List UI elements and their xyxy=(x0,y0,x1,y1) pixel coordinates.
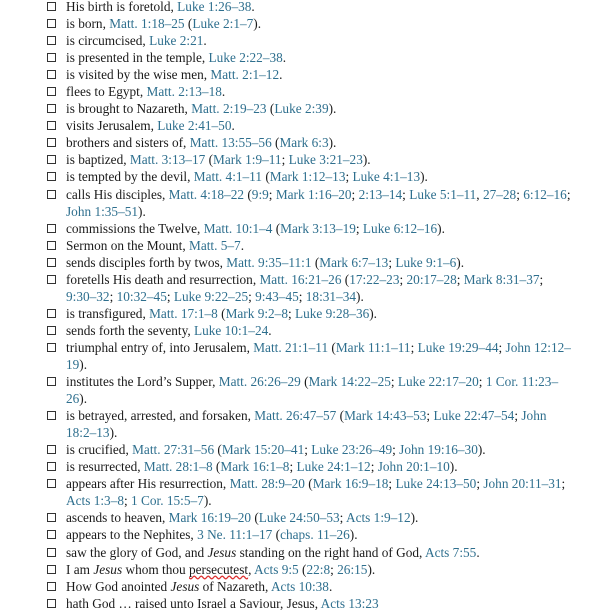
checkbox-icon[interactable] xyxy=(47,155,56,164)
entry-text: ). xyxy=(362,152,371,168)
checkbox-icon[interactable] xyxy=(47,479,56,488)
checkbox-icon[interactable] xyxy=(47,19,56,28)
entry-text: hath God … raised unto Israel a Saviour, Jesus, xyxy=(66,595,321,611)
entry-text: sends forth the seventy, xyxy=(66,322,195,338)
scripture-link[interactable]: Matt. 28:9–20 xyxy=(229,476,305,492)
list-item xyxy=(0,441,600,458)
scripture-link[interactable]: Matt. 5–7 xyxy=(189,237,241,253)
scripture-link[interactable]: Luke 4:1–13 xyxy=(352,169,421,185)
checkbox-icon[interactable] xyxy=(47,241,56,250)
entry-text: ; xyxy=(281,152,289,168)
scripture-link[interactable]: Matt. 9:35–11:1 xyxy=(226,254,312,270)
entry-text: is visited by the wise men, xyxy=(66,67,211,83)
list-item xyxy=(0,271,600,305)
entry-text: standing on the right hand of God, xyxy=(236,544,425,560)
scripture-link[interactable]: John 18:2–13 xyxy=(66,408,547,441)
entry-text: ). xyxy=(109,425,118,441)
entry-text: ). xyxy=(356,288,364,304)
scripture-link[interactable]: Luke 2:39 xyxy=(274,101,329,117)
entry-text: ; xyxy=(478,374,486,390)
list-item xyxy=(0,254,600,271)
entry-text: ). xyxy=(420,169,428,185)
entry-text: ( xyxy=(212,459,221,475)
scripture-link[interactable]: Mark 16:9–18 xyxy=(312,476,389,492)
entry-text: . xyxy=(203,33,207,49)
scripture-link[interactable]: 22:8 xyxy=(306,561,331,577)
scripture-link[interactable]: Luke 5:1–11 xyxy=(409,186,477,202)
scripture-link[interactable]: John 20:11–31 xyxy=(483,476,562,492)
scripture-link[interactable]: Mark 6:7–13 xyxy=(319,254,389,270)
entry-text: ( xyxy=(251,510,259,526)
entry-text: foretells His death and resurrection, xyxy=(66,271,260,287)
list-item xyxy=(0,49,600,66)
entry-text: ; xyxy=(456,271,464,287)
list-item xyxy=(0,407,600,441)
entry-text: appears to the Nephites, xyxy=(66,527,198,543)
entry-text: ( xyxy=(271,135,280,151)
checkbox-icon[interactable] xyxy=(47,87,56,96)
entry-text: ; xyxy=(351,186,359,202)
scripture-link[interactable]: Acts 7:55 xyxy=(424,544,477,560)
list-item xyxy=(0,220,600,237)
scripture-link[interactable]: Acts 13:23 xyxy=(320,595,379,611)
checkbox-icon[interactable] xyxy=(47,70,56,79)
entry-text: ; xyxy=(402,186,410,202)
scripture-link[interactable]: Matt. 2:19–23 xyxy=(191,101,267,117)
scripture-link[interactable]: Matt. 1:18–25 xyxy=(109,16,185,32)
entry-text: ). xyxy=(203,493,212,509)
scripture-link[interactable]: Luke 2:22–38 xyxy=(208,50,283,66)
list-item xyxy=(0,237,600,254)
scripture-link[interactable]: Luke 2:21 xyxy=(149,33,204,49)
entry-text: . xyxy=(282,50,287,66)
scripture-link[interactable]: Mark 14:22–25 xyxy=(308,374,391,390)
entry-text: whom thou xyxy=(122,561,189,577)
entry-text: ; xyxy=(516,186,524,202)
scripture-link[interactable]: John 1:35–51 xyxy=(66,203,139,219)
entry-text: visits Jerusalem, xyxy=(66,118,158,134)
entry-text: ). xyxy=(369,305,378,321)
scripture-link[interactable]: Matt. 27:31–56 xyxy=(132,442,215,458)
entry-text: ( xyxy=(184,16,193,32)
entry-text: ( xyxy=(272,527,281,543)
checkbox-icon[interactable] xyxy=(47,326,56,335)
entry-text: is crucified, xyxy=(66,442,133,458)
scripture-link[interactable]: Acts 1:3–8 xyxy=(66,493,124,509)
entry-text: commissions the Twelve, xyxy=(66,220,204,236)
scripture-link[interactable]: Matt. 4:18–22 xyxy=(168,186,245,202)
entry-text: ). xyxy=(456,254,465,270)
entry-text: ( xyxy=(262,169,270,185)
entry-text: sends disciples forth by twos, xyxy=(66,254,227,270)
checkbox-icon[interactable] xyxy=(47,411,56,420)
entry-text: . xyxy=(268,322,272,338)
checkbox-icon[interactable] xyxy=(47,513,56,522)
scripture-link[interactable]: Mark 1:16–20 xyxy=(275,186,352,202)
list-item xyxy=(0,595,600,612)
scripture-link[interactable]: 20:17–28 xyxy=(406,271,457,287)
list-item xyxy=(0,544,600,561)
entry-text: ( xyxy=(205,152,214,168)
scripture-link[interactable]: Luke 9:28–36 xyxy=(295,305,370,321)
scripture-link[interactable]: Mark 15:20–41 xyxy=(221,442,305,458)
scripture-link[interactable]: Mark 3:13–19 xyxy=(280,220,356,236)
scripture-link[interactable]: Luke 22:17–20 xyxy=(397,374,479,390)
checkbox-icon[interactable] xyxy=(47,53,56,62)
entry-text: ( xyxy=(272,220,281,236)
checkbox-icon[interactable] xyxy=(47,462,56,471)
checkbox-icon[interactable] xyxy=(47,104,56,113)
entry-text: triumphal entry of, into Jerusalem, xyxy=(66,339,254,355)
scripture-link[interactable]: Matt. 26:47–57 xyxy=(254,408,337,424)
scripture-link[interactable]: Acts 1:9–12 xyxy=(345,510,411,526)
scripture-link[interactable]: 6:12–16 xyxy=(523,186,567,202)
entry-text: . xyxy=(240,237,245,253)
entry-text: ( xyxy=(328,339,336,355)
entry-text: is betrayed, arrested, and forsaken, xyxy=(66,408,255,424)
list-item xyxy=(0,561,600,578)
entry-text: ). xyxy=(79,391,88,407)
scripture-link[interactable]: Matt. 28:1–8 xyxy=(143,459,213,475)
scripture-link[interactable]: Mark 11:1–11 xyxy=(335,339,411,355)
italic-text: Jesus xyxy=(207,544,237,560)
entry-text: His birth is foretold, xyxy=(66,0,178,14)
entry-text: ; xyxy=(304,442,312,458)
entry-text: . xyxy=(251,0,255,14)
list-item xyxy=(0,373,600,407)
entry-text: ; xyxy=(561,476,566,492)
scripture-link[interactable]: 18:31–34 xyxy=(305,288,357,304)
scripture-link[interactable]: Matt. 13:55–56 xyxy=(189,135,272,151)
entry-text: ; xyxy=(124,493,132,509)
entry-text: ; xyxy=(392,442,400,458)
entry-text: ). xyxy=(79,356,88,372)
scripture-link[interactable]: Luke 24:50–53 xyxy=(258,510,340,526)
checkbox-icon[interactable] xyxy=(47,530,56,539)
list-item xyxy=(0,578,600,595)
entry-text: ( xyxy=(217,305,226,321)
list-item xyxy=(0,151,600,168)
entry-text: is tempted by the devil, xyxy=(66,169,194,185)
entry-text: ; xyxy=(339,510,346,526)
list-item xyxy=(0,15,600,32)
entry-text: . xyxy=(279,67,283,83)
list-item xyxy=(0,134,600,151)
list-item xyxy=(0,32,600,49)
entry-text: ; xyxy=(426,408,434,424)
scripture-link[interactable]: 3 Ne. 11:1–17 xyxy=(197,527,273,543)
scripture-link[interactable]: John 19:16–30 xyxy=(399,442,478,458)
checkbox-icon[interactable] xyxy=(47,138,56,147)
checkbox-icon[interactable] xyxy=(47,343,56,352)
checkbox-icon[interactable] xyxy=(47,258,56,267)
entry-text: ; xyxy=(289,459,297,475)
scripture-link[interactable]: Matt. 4:1–11 xyxy=(193,169,262,185)
entry-text: ). xyxy=(367,561,376,577)
scripture-link[interactable]: 9:9 xyxy=(251,186,269,202)
list-item xyxy=(0,117,600,134)
checkbox-icon[interactable] xyxy=(47,377,56,386)
scripture-link[interactable]: Mark 6:3 xyxy=(279,135,329,151)
scripture-link[interactable]: Mark 1:9–11 xyxy=(213,152,282,168)
entry-text: ; xyxy=(109,288,117,304)
list-item xyxy=(0,322,600,339)
scripture-link[interactable]: Matt. 2:1–12 xyxy=(210,67,280,83)
list-item xyxy=(0,83,600,100)
scripture-link[interactable]: 26:15 xyxy=(337,561,368,577)
scripture-link[interactable]: Luke 2:1–7 xyxy=(192,16,254,32)
entry-text: ( xyxy=(244,186,252,202)
scripture-link[interactable]: Luke 23:26–49 xyxy=(311,442,393,458)
list-item xyxy=(0,458,600,475)
checkbox-icon[interactable] xyxy=(47,565,56,574)
entry-text: ( xyxy=(214,442,222,458)
entry-text: ; xyxy=(514,408,522,424)
entry-text: ; xyxy=(355,220,363,236)
checkbox-icon[interactable] xyxy=(47,548,56,557)
spellcheck-flagged-text: persecutest xyxy=(189,561,249,577)
scripture-link[interactable]: Luke 9:22–25 xyxy=(173,288,249,304)
entry-text: I am xyxy=(66,561,94,577)
scripture-link[interactable]: Acts 10:38 xyxy=(270,578,329,594)
scripture-link[interactable]: Mark 14:43–53 xyxy=(344,408,427,424)
entry-text: is circumcised, xyxy=(66,33,150,49)
list-item xyxy=(0,526,600,543)
entry-text: How God anointed xyxy=(66,578,171,594)
entry-text: ). xyxy=(410,510,419,526)
entry-text: ). xyxy=(138,203,146,219)
scripture-link[interactable]: 1 Cor. 11:23–26 xyxy=(66,374,559,407)
entry-text: ; xyxy=(345,169,353,185)
scripture-link[interactable]: John 20:1–10 xyxy=(377,459,450,475)
list-item xyxy=(0,186,600,220)
list-item xyxy=(0,339,600,373)
checkbox-icon[interactable] xyxy=(47,172,56,181)
entry-text: saw the glory of God, and xyxy=(66,544,208,560)
entry-text: ( xyxy=(311,254,320,270)
scripture-link[interactable]: Matt. 17:1–8 xyxy=(149,305,218,321)
scripture-link[interactable]: 10:32–45 xyxy=(116,288,167,304)
scripture-link[interactable]: 9:43–45 xyxy=(255,288,299,304)
entry-text: ). xyxy=(328,135,337,151)
entry-text: ; xyxy=(410,339,418,355)
scripture-link[interactable]: Matt. 2:13–18 xyxy=(146,84,222,100)
scripture-link[interactable]: John 12:12–19 xyxy=(66,339,571,372)
checkbox-icon[interactable] xyxy=(47,2,56,11)
entry-text: ). xyxy=(437,220,445,236)
entry-text: is baptized, xyxy=(66,152,130,168)
entry-text: brothers and sisters of, xyxy=(66,135,190,151)
scripture-link[interactable]: Mark 16:19–20 xyxy=(168,510,252,526)
scripture-link[interactable]: Luke 24:13–50 xyxy=(395,476,477,492)
entry-text: ; xyxy=(388,476,396,492)
scripture-link[interactable]: Luke 10:1–24 xyxy=(194,322,269,338)
scripture-link[interactable]: Matt. 3:13–17 xyxy=(129,152,206,168)
scripture-link[interactable]: Mark 1:12–13 xyxy=(269,169,346,185)
entry-text: appears after His resurrection, xyxy=(66,476,230,492)
entry-text: ). xyxy=(328,101,337,117)
scripture-link[interactable]: Acts 9:5 xyxy=(254,561,299,577)
entry-text: ; xyxy=(268,186,276,202)
entry-text: ). xyxy=(253,16,262,32)
scripture-link[interactable]: 27–28 xyxy=(482,186,517,202)
entry-text: ( xyxy=(336,408,345,424)
entry-text: flees to Egypt, xyxy=(66,84,147,100)
scripture-link[interactable]: Matt. 16:21–26 xyxy=(259,271,342,287)
entry-text: ( xyxy=(298,561,307,577)
entry-text: ; xyxy=(166,288,174,304)
scripture-link[interactable]: Luke 19:29–44 xyxy=(417,339,499,355)
list-item xyxy=(0,66,600,83)
checkbox-icon[interactable] xyxy=(47,224,56,233)
entry-text: ; xyxy=(498,339,506,355)
entry-text: . xyxy=(328,578,333,594)
entry-text: ; xyxy=(566,186,571,202)
scripture-link[interactable]: 1 Cor. 15:5–7 xyxy=(131,493,204,509)
entry-text: ; xyxy=(390,374,398,390)
list-item xyxy=(0,168,600,185)
entry-text: ; xyxy=(248,288,256,304)
entry-text: ( xyxy=(341,271,350,287)
italic-text: Jesus xyxy=(170,578,200,594)
scripture-link[interactable]: 17:22–23 xyxy=(349,271,400,287)
entry-text: ; xyxy=(330,561,338,577)
entry-text: , xyxy=(248,561,254,577)
entry-text: Sermon on the Mount, xyxy=(66,237,189,253)
scripture-link[interactable]: chaps. 11–26 xyxy=(280,527,350,543)
entry-text: ; xyxy=(298,288,306,304)
entry-text: ( xyxy=(304,476,313,492)
checkbox-icon[interactable] xyxy=(47,36,56,45)
entry-text: ; xyxy=(399,271,407,287)
checkbox-icon[interactable] xyxy=(47,582,56,591)
entry-text: ). xyxy=(349,527,358,543)
entry-text: ; xyxy=(287,305,296,321)
entry-text: ; xyxy=(539,271,544,287)
entry-text: ; xyxy=(388,254,396,270)
list-item xyxy=(0,0,600,15)
entry-text: ; xyxy=(476,476,484,492)
italic-text: Jesus xyxy=(93,561,123,577)
scripture-link[interactable]: 2:13–14 xyxy=(358,186,403,202)
entry-text: . xyxy=(221,84,226,100)
entry-text: ascends to heaven, xyxy=(66,510,169,526)
checkbox-icon[interactable] xyxy=(47,190,56,199)
list-item xyxy=(0,475,600,509)
scripture-link[interactable]: Mark 16:1–8 xyxy=(220,459,290,475)
scripture-link[interactable]: Luke 3:21–23 xyxy=(288,152,363,168)
checkbox-icon[interactable] xyxy=(47,445,56,454)
entry-text: calls His disciples, xyxy=(66,186,169,202)
entry-text: ( xyxy=(266,101,275,117)
entry-text: is resurrected, xyxy=(66,459,144,475)
entry-text: institutes the Lord’s Supper, xyxy=(66,374,219,390)
scripture-link[interactable]: Luke 9:1–6 xyxy=(395,254,457,270)
entry-text: ; xyxy=(370,459,378,475)
scripture-link[interactable]: Luke 2:41–50 xyxy=(157,118,232,134)
scripture-link[interactable]: 9:30–32 xyxy=(66,288,110,304)
scripture-link[interactable]: Matt. 21:1–11 xyxy=(253,339,329,355)
entry-text: ( xyxy=(300,374,309,390)
checkbox-icon[interactable] xyxy=(47,309,56,318)
entry-text: . xyxy=(476,544,480,560)
scripture-link[interactable]: Luke 6:12–16 xyxy=(362,220,438,236)
entry-text: is born, xyxy=(66,16,110,32)
entry-text: is presented in the temple, xyxy=(66,50,209,66)
list-item xyxy=(0,305,600,322)
entry-text: , xyxy=(476,186,483,202)
entry-text: . xyxy=(231,118,235,134)
checkbox-icon[interactable] xyxy=(47,275,56,284)
list-item xyxy=(0,509,600,526)
scripture-link[interactable]: Luke 22:47–54 xyxy=(433,408,515,424)
entry-text: ). xyxy=(449,459,458,475)
scripture-link[interactable]: Matt. 10:1–4 xyxy=(203,220,273,236)
list-item xyxy=(0,100,600,117)
entry-text: is transfigured, xyxy=(66,305,150,321)
entry-text: ). xyxy=(477,442,486,458)
scripture-link[interactable]: Mark 8:31–37 xyxy=(463,271,540,287)
scripture-link[interactable]: Luke 1:26–38 xyxy=(177,0,252,14)
scripture-link[interactable]: Luke 24:1–12 xyxy=(296,459,371,475)
checkbox-icon[interactable] xyxy=(47,121,56,130)
entry-text: is brought to Nazareth, xyxy=(66,101,192,117)
scripture-link[interactable]: Matt. 26:26–29 xyxy=(218,374,301,390)
entry-text: of Nazareth, xyxy=(199,578,271,594)
scripture-link[interactable]: Mark 9:2–8 xyxy=(225,305,288,321)
